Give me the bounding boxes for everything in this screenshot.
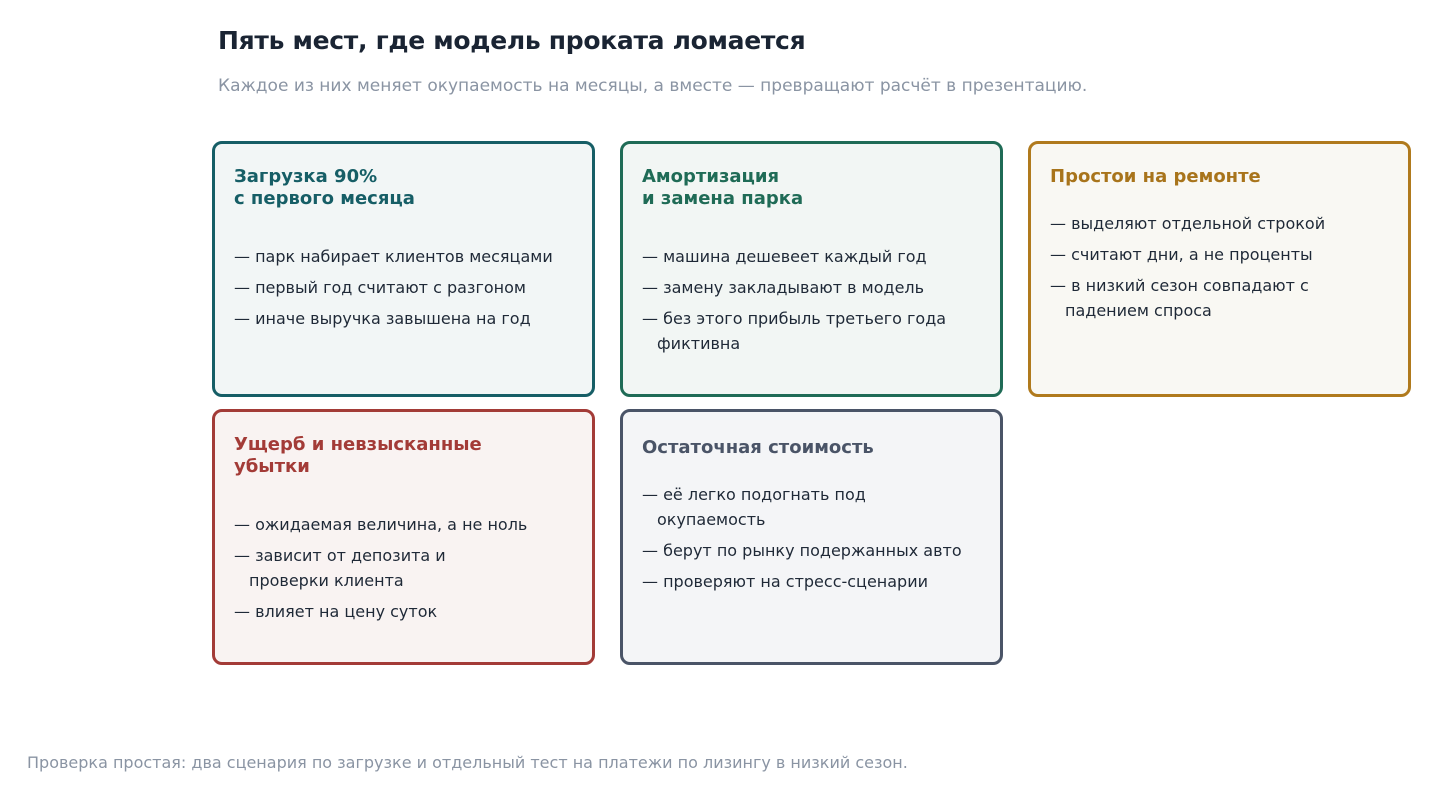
card-list (234, 244, 573, 331)
card-title: Простои на ремонте (1050, 166, 1261, 187)
card-residual-value (620, 409, 1003, 665)
list-item: — зависит от депозита и проверки клиента (234, 546, 446, 590)
card-list (234, 512, 573, 624)
list-item: — считают дни, а не проценты (1050, 245, 1313, 264)
card-depreciation (620, 141, 1003, 397)
card-load (212, 141, 595, 397)
list-item: — без этого прибыль третьего года фиктивна (642, 309, 947, 353)
card-downtime (1028, 141, 1411, 397)
list-item: — выделяют отдельной строкой (1050, 214, 1326, 233)
card-list (642, 244, 981, 356)
page-title: Пять мест, где модель проката ломается (218, 26, 806, 55)
list-item: — проверяют на стресс-сценарии (642, 572, 929, 591)
list-item: — берут по рынку подержанных авто (642, 541, 962, 560)
footer-note: Проверка простая: два сценария по загрузке и отдельный тест на платежи по лизингу в низкий сезон. (27, 753, 908, 772)
list-item: — машина дешевеет каждый год (642, 247, 927, 266)
card-list (642, 482, 981, 594)
list-item: — её легко подогнать под окупаемость (642, 485, 866, 529)
list-item: — первый год считают с разгоном (234, 278, 526, 297)
card-damage (212, 409, 595, 665)
list-item: — в низкий сезон совпадают с падением спроса (1050, 276, 1309, 320)
card-title: Загрузка 90% с первого месяца (234, 166, 415, 209)
list-item: — замену закладывают в модель (642, 278, 925, 297)
card-list (1050, 211, 1389, 323)
page-subtitle: Каждое из них меняет окупаемость на месяцы, а вместе — превращают расчёт в презентацию. (218, 76, 1088, 96)
list-item: — влияет на цену суток (234, 602, 438, 621)
card-title: Ущерб и невзысканные убытки (234, 434, 482, 477)
card-title: Амортизация и замена парка (642, 166, 804, 209)
list-item: — парк набирает клиентов месяцами (234, 247, 553, 266)
list-item: — иначе выручка завышена на год (234, 309, 531, 328)
list-item: — ожидаемая величина, а не ноль (234, 515, 528, 534)
card-title: Остаточная стоимость (642, 437, 874, 458)
